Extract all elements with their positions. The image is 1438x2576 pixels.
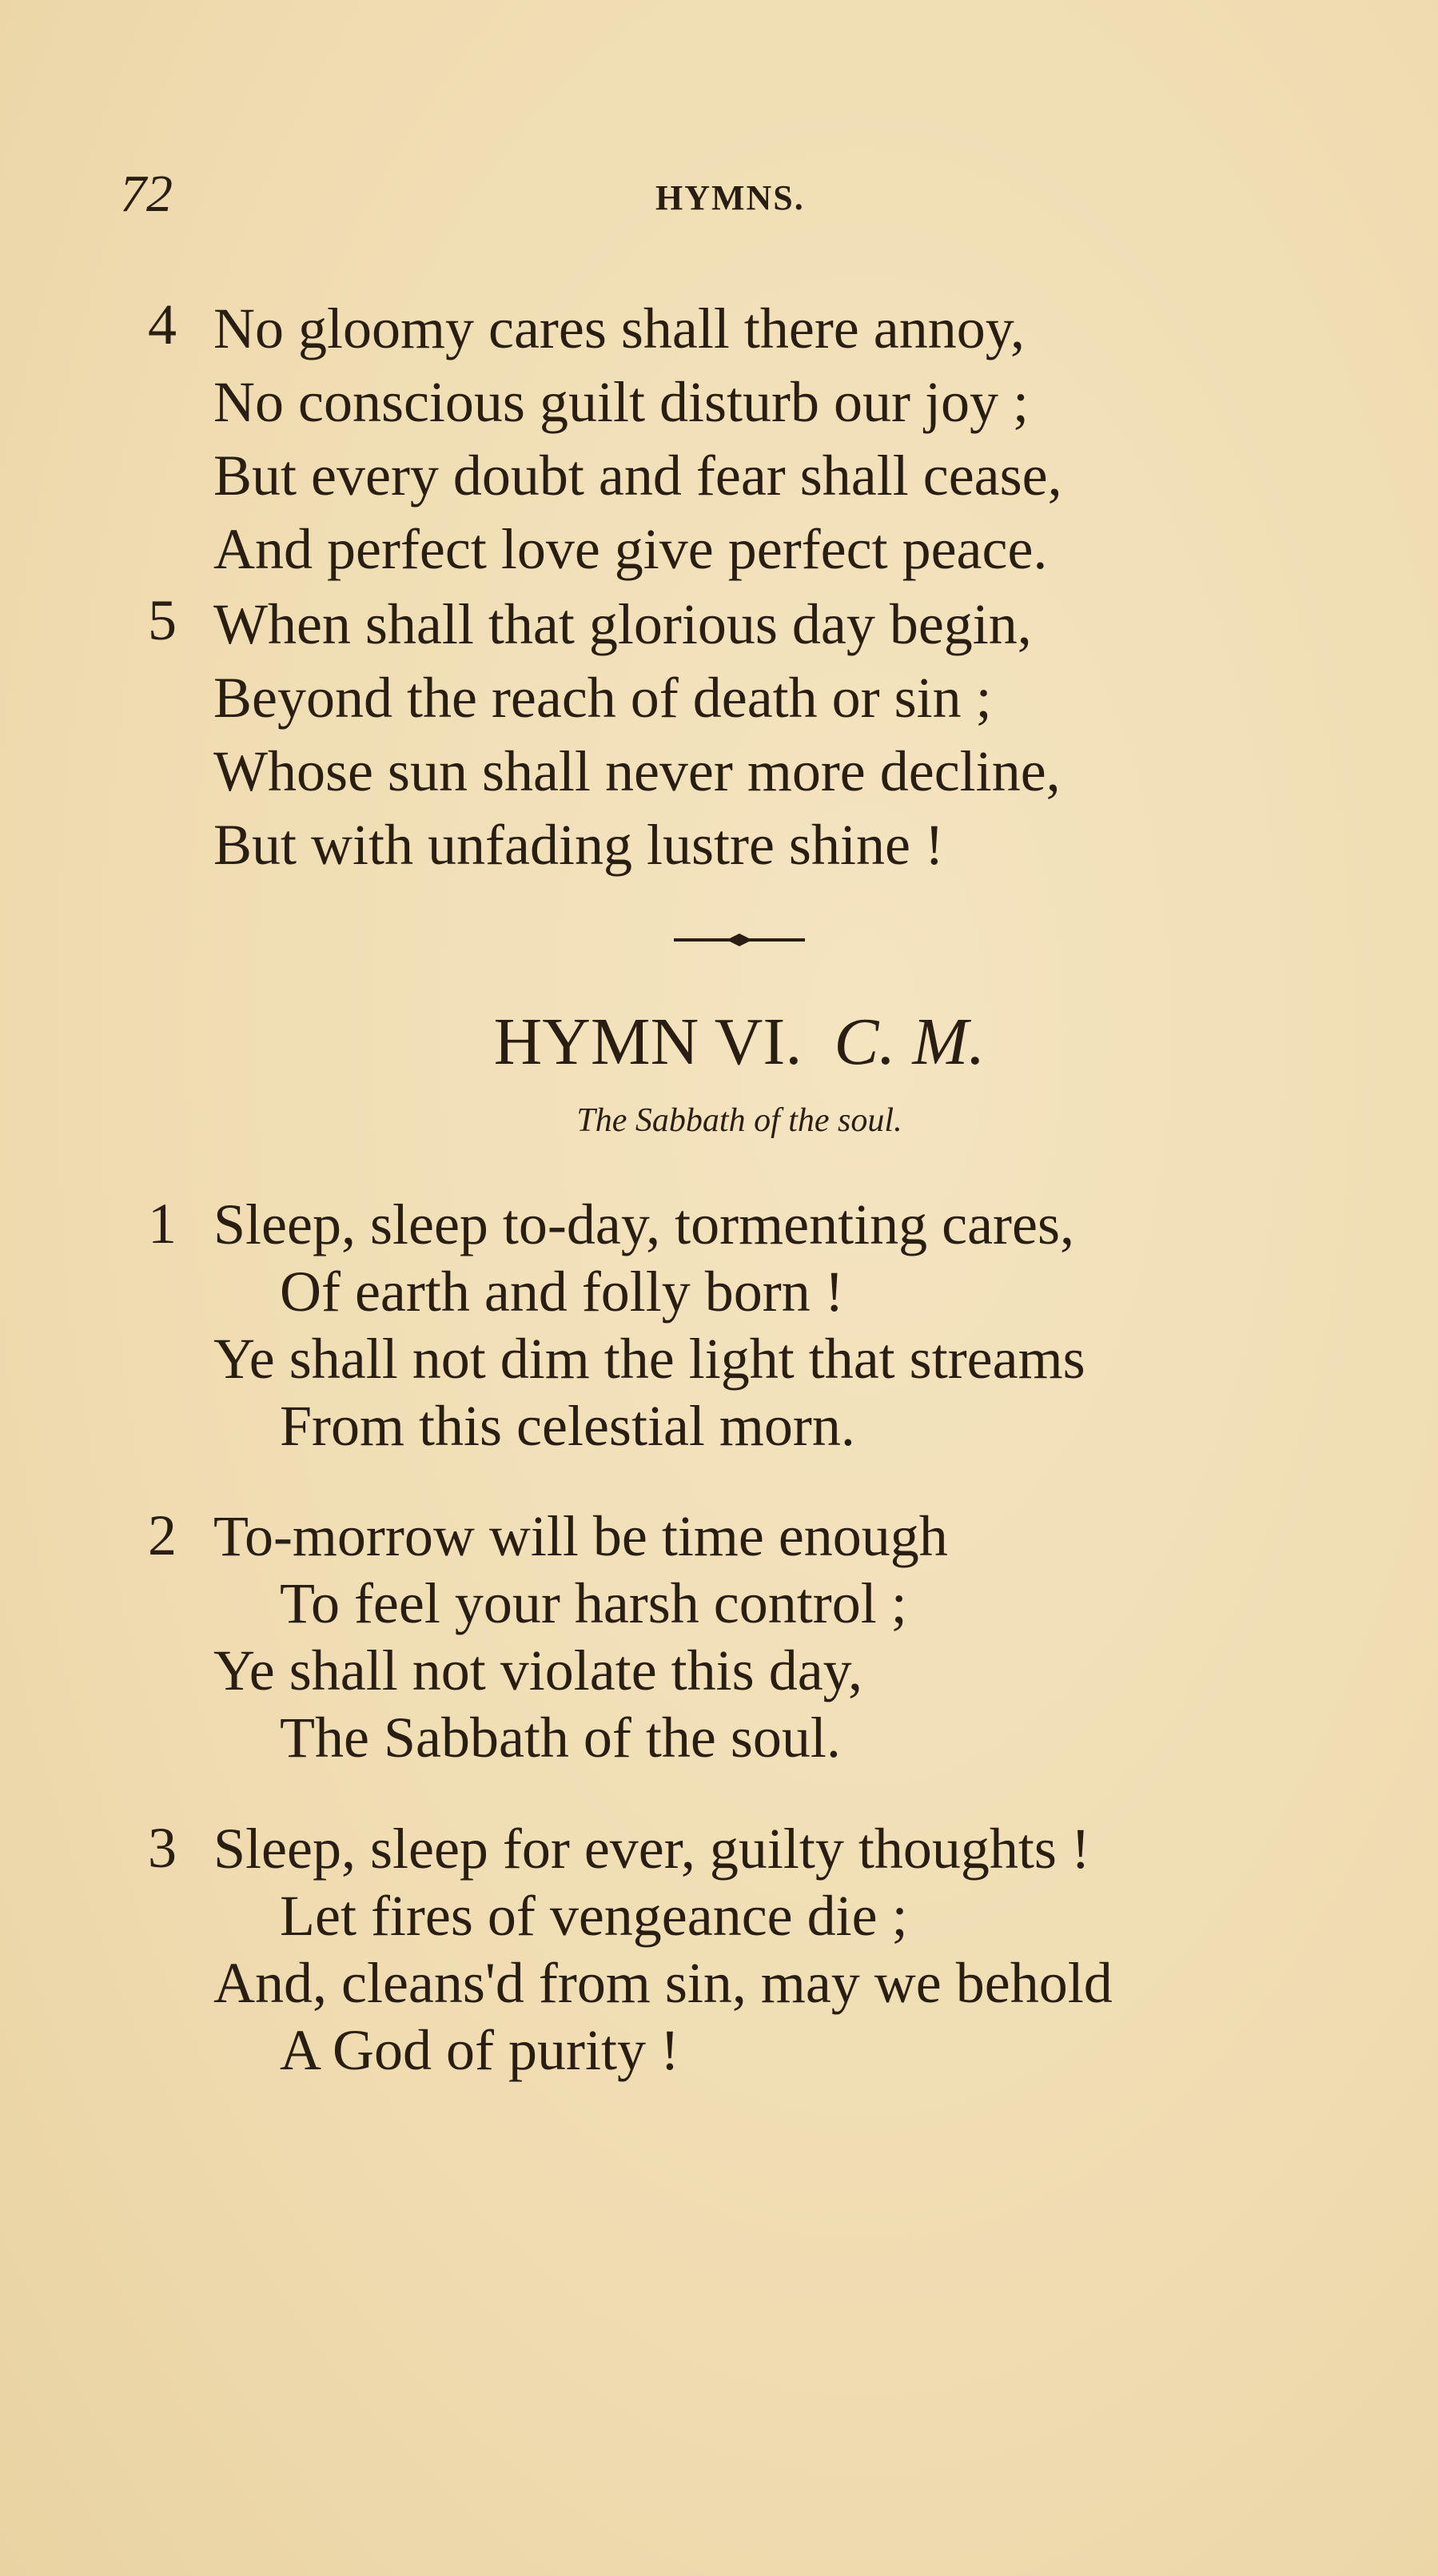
- verse-line: No conscious guilt disturb our joy ;: [213, 370, 1029, 434]
- stanza-number: 1: [148, 1192, 177, 1256]
- verse-line: From this celestial morn.: [280, 1394, 855, 1458]
- verse-line: Whose sun shall never more decline,: [213, 739, 1061, 803]
- verse-line: No gloomy cares shall there annoy,: [213, 297, 1026, 360]
- verse-line: But every doubt and fear shall cease,: [213, 444, 1062, 508]
- verse-line: Let fires of vengeance die ;: [280, 1884, 908, 1948]
- stanza-number: 5: [148, 588, 177, 652]
- stanza-5: [148, 587, 1061, 882]
- hymn-stanza-1: [148, 1191, 1085, 1459]
- hymn-stanza-2: [148, 1503, 948, 1771]
- verse-line: Of earth and folly born !: [280, 1260, 844, 1324]
- verse-line: But with unfading lustre shine !: [213, 813, 944, 877]
- verse-line: When shall that glorious day begin,: [213, 592, 1032, 656]
- page-number: 72: [120, 165, 173, 223]
- hymn-title: [0, 1003, 1438, 1081]
- verse-line: Sleep, sleep to-day, tormenting cares,: [213, 1192, 1074, 1256]
- verse-line: The Sabbath of the soul.: [280, 1706, 841, 1770]
- hymn-meter: C. M.: [834, 1005, 986, 1079]
- verse-line: Sleep, sleep for ever, guilty thoughts !: [213, 1817, 1090, 1881]
- hymn-stanza-3: [148, 1815, 1113, 2084]
- verse-line: Ye shall not dim the light that streams: [213, 1327, 1085, 1391]
- stanza-number: 2: [148, 1503, 177, 1567]
- hymn-number: HYMN VI.: [493, 1005, 803, 1079]
- verse-line: And perfect love give perfect peace.: [213, 517, 1048, 581]
- verse-line: And, cleans'd from sin, may we behold: [213, 1951, 1113, 2015]
- hymn-subtitle: The Sabbath of the soul.: [576, 1102, 902, 1139]
- verse-line: To-morrow will be time enough: [213, 1504, 948, 1568]
- verse-line: To feel your harsh control ;: [280, 1571, 907, 1635]
- running-title: HYMNS.: [655, 178, 805, 217]
- verse-line: Ye shall not violate this day,: [213, 1638, 862, 1702]
- verse-line: Beyond the reach of death or sin ;: [213, 666, 992, 730]
- stanza-4: [148, 292, 1062, 586]
- verse-line: A God of purity !: [280, 2018, 679, 2082]
- stanza-number: 4: [148, 293, 177, 356]
- ornament-divider-icon: [674, 932, 805, 948]
- stanza-number: 3: [148, 1816, 177, 1880]
